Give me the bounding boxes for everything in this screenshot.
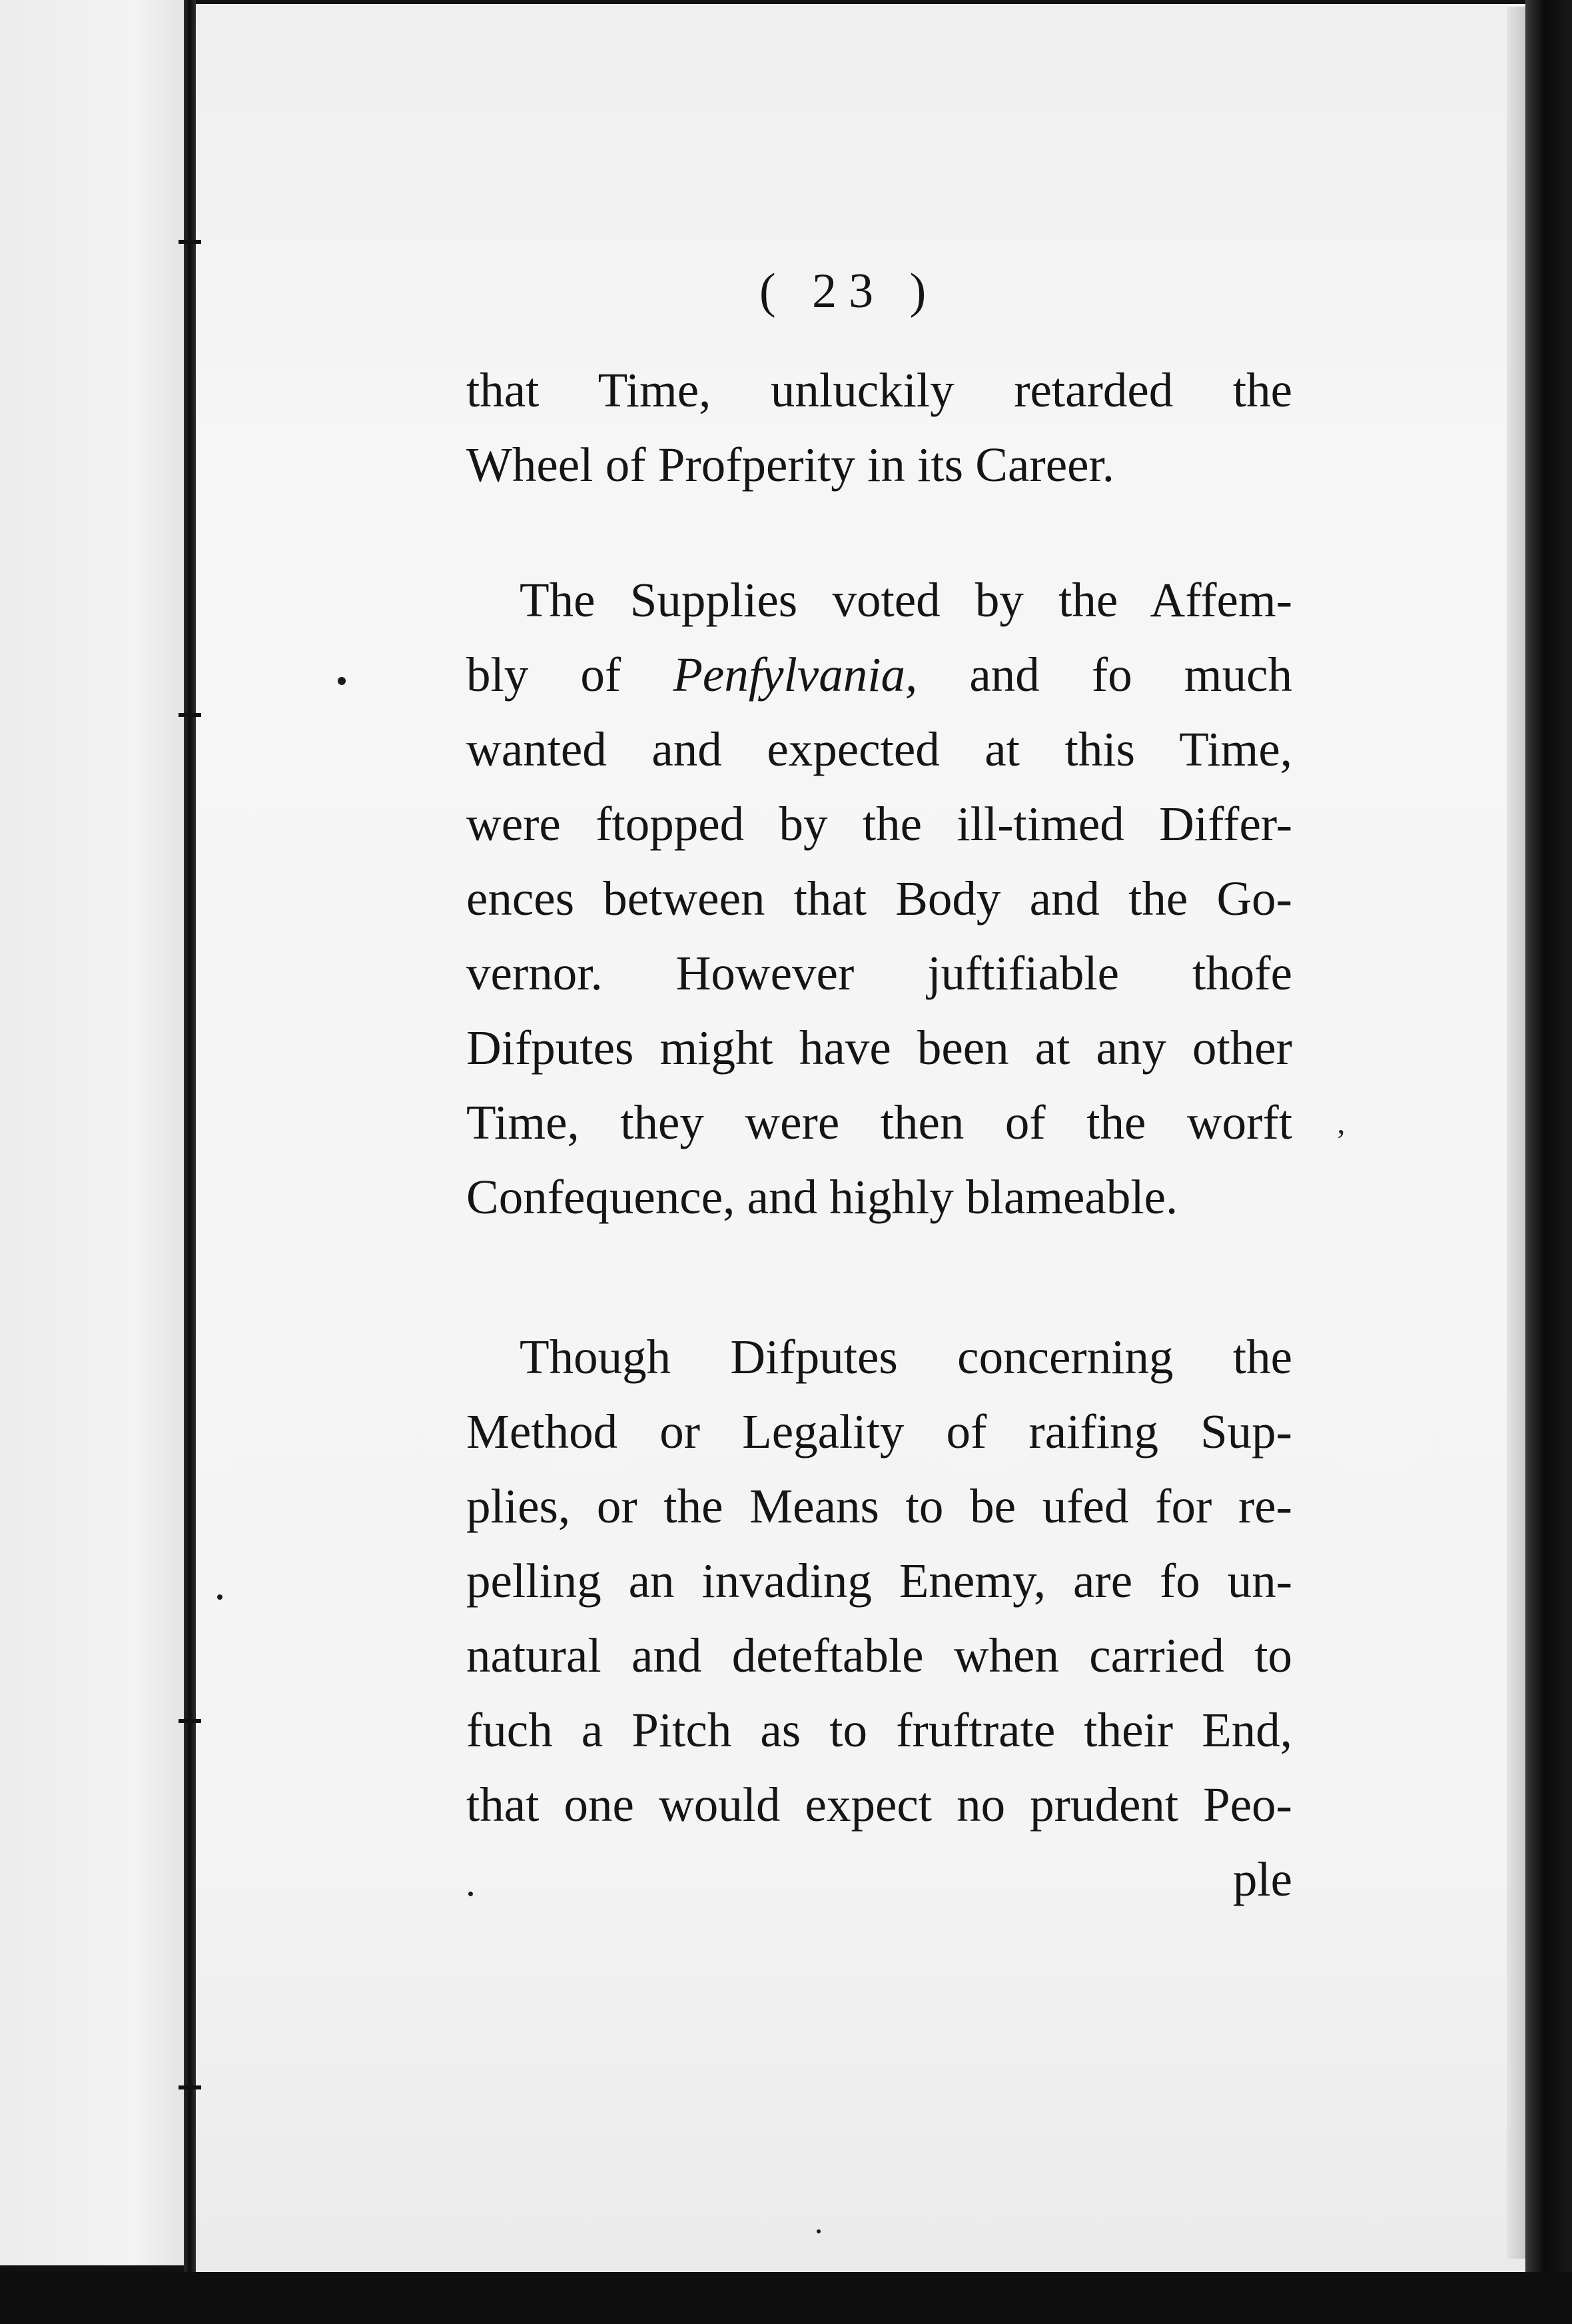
gutter-mark [179, 2085, 201, 2089]
text-line: Wheel of Profperity in its Career. [466, 438, 1115, 492]
text-line: Confequence, and highly blameable. [466, 1170, 1178, 1224]
text-line: that one would expect no prudent Peo- [466, 1778, 1292, 1832]
gutter-mark [179, 713, 201, 717]
gutter-mark [179, 1719, 201, 1723]
ink-speck [817, 2229, 821, 2233]
place-name: Penfylvania, [673, 648, 918, 702]
text-line: that Time, unluckily retarded the [466, 363, 1292, 417]
text-line: The Supplies voted by the Affem- [520, 573, 1292, 627]
text-line: Method or Legality of raifing Sup- [466, 1405, 1292, 1458]
text-line: Though Difputes concerning the [520, 1330, 1292, 1384]
text-line: ences between that Body and the Go- [466, 872, 1292, 925]
text-line: fuch a Pitch as to fruftrate their End, [466, 1703, 1292, 1757]
gutter-mark [179, 240, 201, 244]
text-line: vernor. However juftifiable thofe [466, 946, 1292, 1000]
text-line: pelling an invading Enemy, are fo un- [466, 1554, 1292, 1608]
page-text [466, 253, 1292, 1917]
scan-bottom-edge [0, 2272, 1572, 2324]
text-fragment: bly of [466, 648, 673, 702]
text-line: Difputes might have been at any other [466, 1021, 1292, 1075]
text-line: plies, or the Means to be ufed for re- [466, 1479, 1292, 1533]
text-line: Time, they were then of the worft [466, 1095, 1292, 1149]
ink-speck [338, 677, 346, 685]
text-line: natural and deteftable when carried to [466, 1628, 1292, 1682]
margin-mark: ʼ [1336, 1123, 1346, 1159]
catchword: ple [1232, 1852, 1292, 1906]
book-gutter [184, 0, 196, 2279]
book-cover-edge [1525, 0, 1572, 2324]
text-line [466, 638, 1292, 712]
text-line: wanted and expected at this Time, [466, 722, 1292, 776]
previous-page-edge [0, 0, 191, 2265]
ink-speck [217, 1594, 222, 1600]
page-number: ( 23 ) [759, 264, 939, 318]
text-fragment: and fo much [917, 648, 1292, 702]
text-line: were ftopped by the ill-timed Differ- [466, 797, 1292, 851]
